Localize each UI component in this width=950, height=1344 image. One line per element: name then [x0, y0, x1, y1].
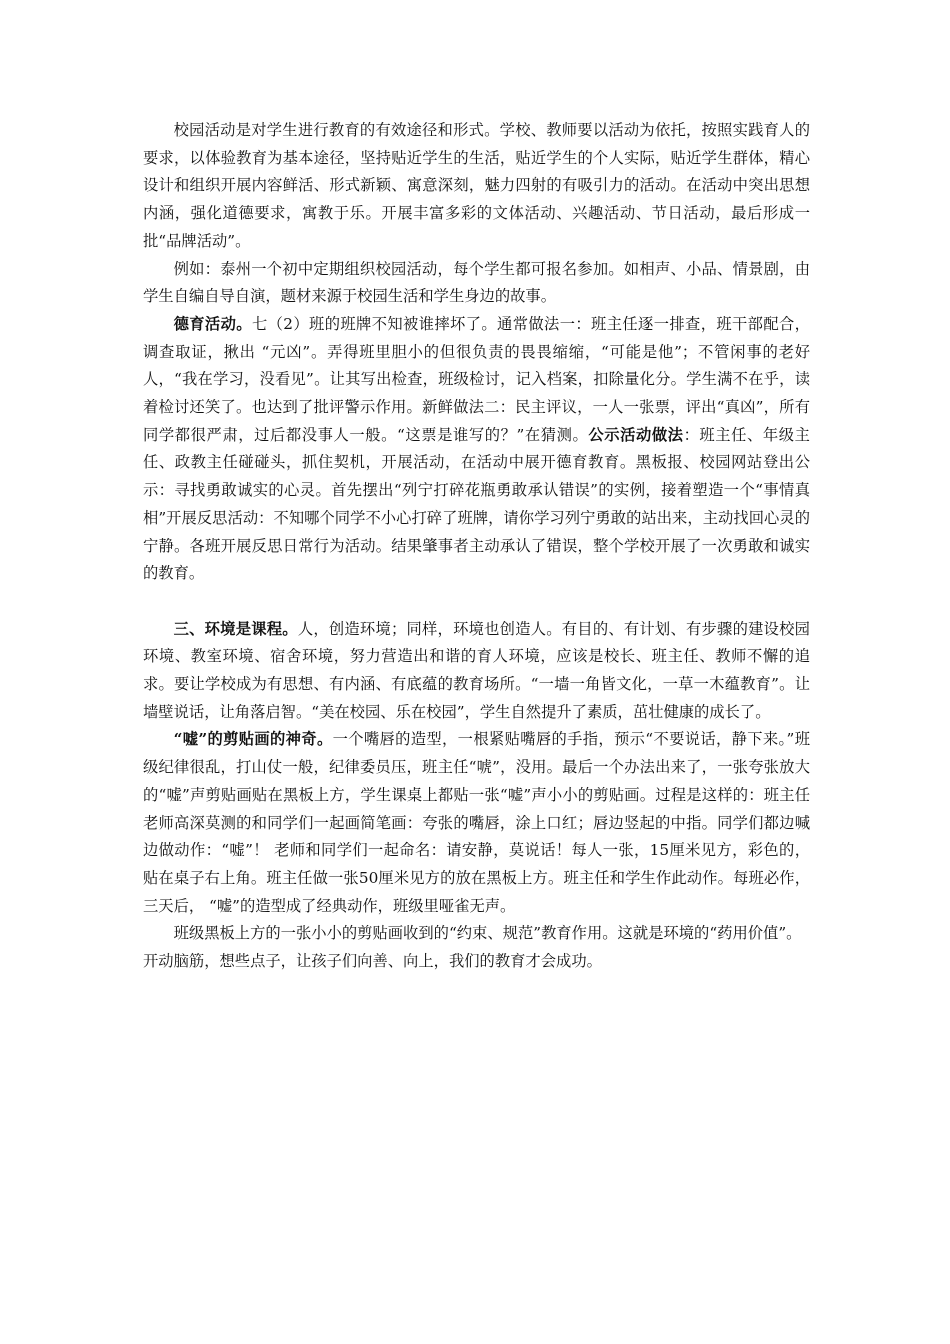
heading-shush-collage: “嘘”的剪贴画的神奇。: [173, 730, 333, 749]
shush-collage-text: 一个嘴唇的造型，一根紧贴嘴唇的手指，预示“不要说话，静下来。”班级纪律很乱，打山仗一般，纪律委员压，班主任“唬”，没用。最后一个办法出来了，一张夸张放大的“嘘”声剪贴画贴在黑板上方，学生课桌上都贴一张“嘘”声小小的剪贴画。过程是这样的：班主任老师高深莫测的和同学们一起画简笔画：夸张的嘴唇，涂上口红；唇边竖起的中指。同学们都边喊边做动作：“嘘”！ 老师和同学们一起命名：请安静，莫说话！每人一张，15厘米见方，彩色的，贴在桌子右上角。班主任做一张50厘米见方的放在黑板上方。班主任和学生作此动作。每班必作，三天后， “嘘”的造型成了经典动作，班级里哑雀无声。: [143, 730, 810, 915]
paragraph-conclusion: 开动脑筋，想些点子，让孩子们向善、向上，我们的教育才会成功。: [143, 952, 602, 971]
paragraph-shush-collage: [143, 726, 810, 920]
heading-environment-curriculum: 三、环境是课程。: [173, 619, 298, 638]
paragraph-campus-activities: 校园活动是对学生进行教育的有效途径和形式。学校、教师要以活动为依托，按照实践育人的要求，以体验教育为基本途径，坚持贴近学生的生活，贴近学生的个人实际，贴近学生群体，精心设计和组织开展内容鲜活、形式新颖、寓意深刻，魅力四射的有吸引力的活动。在活动中突出思想内涵，强化道德要求，寓教于乐。开展丰富多彩的文体活动、兴趣活动、节日活动，最后形成一批“品牌活动”。: [143, 121, 810, 250]
paragraph-environment-curriculum: [143, 616, 810, 727]
paragraph-medicinal-value: 班级黑板上方的一张小小的剪贴画收到的“约束、规范”教育作用。这就是环境的“药用价值”。: [173, 924, 802, 943]
paragraph-spacer: [143, 588, 810, 616]
document-body: [143, 117, 810, 976]
paragraph-example-taizhou: 例如：泰州一个初中定期组织校园活动，每个学生都可报名参加。如相声、小品、情景剧，由学生自编自导自演，题材来源于校园生活和学生身边的故事。: [143, 259, 810, 306]
moral-activities-text-1: 七（2）班的班牌不知被谁摔坏了。通常做法一：班主任逐一排查，班干部配合，调查取证，揪出 “元凶”。弄得班里胆小的但很负责的畏畏缩缩，“可能是他”；不管闲事的老好人，“我在学习，没看见”。让其写出检查，班级检讨，记入档案，扣除量化分。学生满不在乎，读着检讨还笑了。也达到了批评警示作用。新鲜做法二：民主评议，一人一张票，评出“真凶”，所有同学都很严肃，过后都没事人一般。“这票是谁写的？”在猜测。: [143, 314, 810, 444]
moral-activities-text-2: ：班主任、年级主任、政教主任碰碰头，抓住契机，开展活动，在活动中展开德育教育。黑板报、校园网站登出公示：寻找勇敢诚实的心灵。首先摆出“列宁打碎花瓶勇敢承认错误”的实例，接着塑造一个“事情真相”开展反思活动：不知哪个同学不小心打碎了班牌，请你学习列宁勇敢的站出来，主动找回心灵的宁静。各班开展反思日常行为活动。结果肇事者主动承认了错误，整个学校开展了一次勇敢和诚实的教育。: [143, 425, 810, 583]
heading-public-notice-method: 公示活动做法: [588, 425, 684, 444]
heading-moral-activities: 德育活动。: [173, 314, 252, 333]
paragraph-moral-activities: [143, 311, 810, 588]
environment-curriculum-text: 人，创造环境；同样，环境也创造人。有目的、有计划、有步骤的建设校园环境、教室环境、宿舍环境，努力营造出和谐的育人环境，应该是校长、班主任、教师不懈的追求。要让学校成为有思想、有内涵、有底蕴的教育场所。“一墙一角皆文化，一草一木蕴教育”。让墙壁说话，让角落启智。“美在校园、乐在校园”，学生自然提升了素质，茁壮健康的成长了。: [143, 619, 810, 721]
